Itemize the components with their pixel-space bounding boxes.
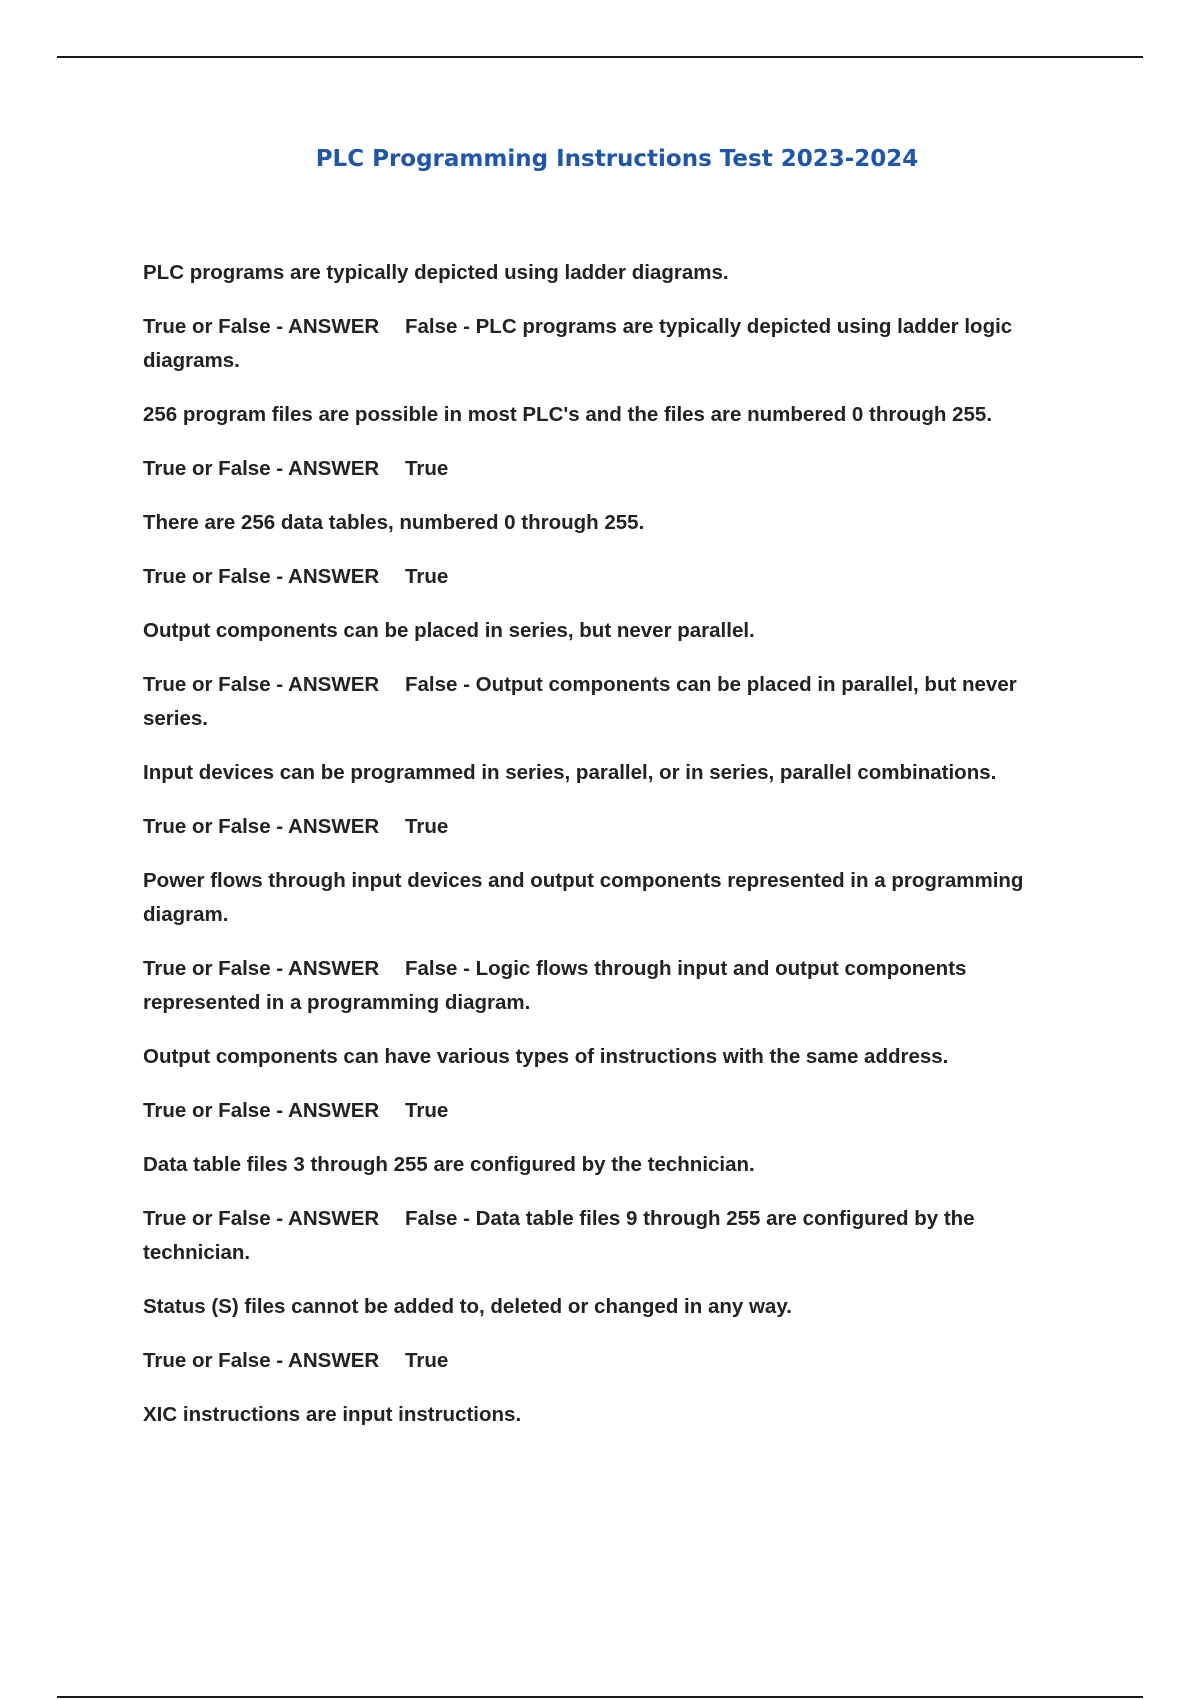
question-5: Input devices can be programmed in series, parallel, or in series, parallel combinations. xyxy=(143,761,997,784)
question-1: PLC programs are typically depicted using ladder diagrams. xyxy=(143,261,729,284)
answer-label: True or False - ANSWER xyxy=(143,815,380,838)
answer-text: True xyxy=(405,457,449,480)
question-4: Output components can be placed in series, but never parallel. xyxy=(143,619,755,642)
question-3: There are 256 data tables, numbered 0 through 255. xyxy=(143,511,645,534)
answer-label: True or False - ANSWER xyxy=(143,315,380,338)
question-8: Data table files 3 through 255 are configured by the technician. xyxy=(143,1153,755,1176)
answer-8 xyxy=(143,1202,1073,1270)
answer-text: False - PLC programs are typically depicted using ladder logic diagrams. xyxy=(143,315,1013,372)
answer-label: True or False - ANSWER xyxy=(143,565,380,588)
answer-label: True or False - ANSWER xyxy=(143,957,380,980)
answer-3 xyxy=(143,560,1073,594)
question-2: 256 program files are possible in most PLC's and the files are numbered 0 through 255. xyxy=(143,403,993,426)
answer-1 xyxy=(143,310,1073,378)
answer-7 xyxy=(143,1094,1073,1128)
answer-text: False - Data table files 9 through 255 are configured by the technician. xyxy=(143,1207,975,1264)
answer-label: True or False - ANSWER xyxy=(143,673,380,696)
question-6: Power flows through input devices and output components represented in a programming diagram. xyxy=(143,869,1024,926)
answer-text: True xyxy=(405,1099,449,1122)
answer-label: True or False - ANSWER xyxy=(143,457,380,480)
answer-9 xyxy=(143,1344,1073,1378)
answer-2 xyxy=(143,452,1073,486)
answer-4 xyxy=(143,668,1073,736)
question-9: Status (S) files cannot be added to, deleted or changed in any way. xyxy=(143,1295,792,1318)
answer-5 xyxy=(143,810,1073,844)
qa-content xyxy=(143,256,1073,1452)
question-10: XIC instructions are input instructions. xyxy=(143,1403,522,1426)
answer-text: True xyxy=(405,815,449,838)
question-7: Output components can have various types of instructions with the same address. xyxy=(143,1045,949,1068)
answer-6 xyxy=(143,952,1073,1020)
answer-text: True xyxy=(405,565,449,588)
document-title: PLC Programming Instructions Test 2023-2024 xyxy=(315,146,919,172)
answer-label: True or False - ANSWER xyxy=(143,1099,380,1122)
answer-text: True xyxy=(405,1349,449,1372)
answer-label: True or False - ANSWER xyxy=(143,1349,380,1372)
footer-rule xyxy=(57,1696,1143,1698)
header-rule xyxy=(57,56,1143,58)
answer-text: False - Output components can be placed in parallel, but never series. xyxy=(143,673,1017,730)
answer-text: False - Logic flows through input and output components represented in a programming diagram. xyxy=(143,957,967,1014)
answer-label: True or False - ANSWER xyxy=(143,1207,380,1230)
